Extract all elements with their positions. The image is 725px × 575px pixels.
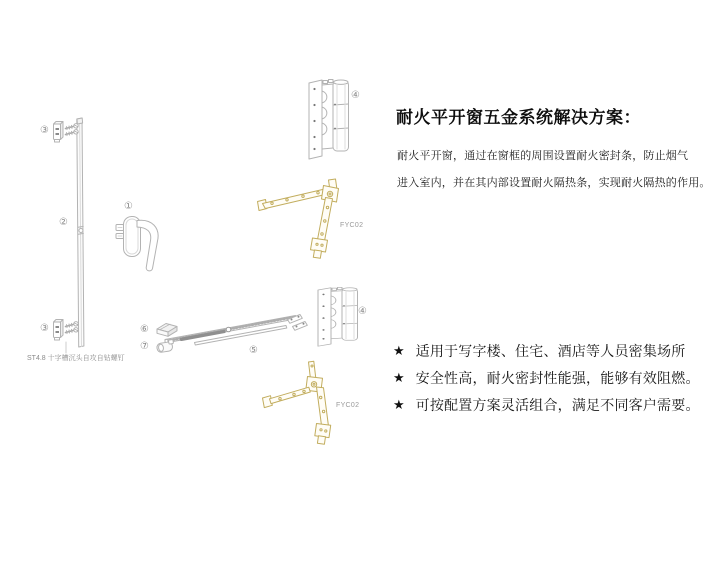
part-label-rod: ② bbox=[59, 217, 68, 228]
feature-text: 可按配置方案灵活组合，满足不同客户需要。 bbox=[415, 397, 700, 413]
feature-text: 安全性高，耐火密封性能强，能够有效阻燃。 bbox=[415, 370, 700, 386]
espagnolette-rod-drawing bbox=[77, 118, 84, 347]
feature-item bbox=[393, 397, 700, 413]
corner-stay-bottom-drawing bbox=[263, 361, 331, 444]
part-label-handle: ① bbox=[124, 201, 133, 212]
hinge-top-drawing bbox=[309, 80, 349, 160]
star-icon: ★ bbox=[393, 397, 405, 412]
part-label-roller-pin: ⑦ bbox=[140, 341, 149, 352]
end-cap-drawing bbox=[157, 324, 177, 337]
star-icon: ★ bbox=[393, 343, 405, 358]
handle-drawing bbox=[116, 217, 158, 271]
lock-keeper-top-drawing bbox=[54, 122, 79, 143]
page-title: 耐火平开窗五金系统解决方案： bbox=[396, 108, 641, 127]
part-label-keeper-top: ③ bbox=[40, 125, 49, 136]
feature-item bbox=[393, 370, 700, 386]
corner-stay-top-drawing bbox=[258, 179, 339, 258]
part-label-hinge-bottom: ④ bbox=[358, 306, 367, 317]
feature-text: 适用于写字楼、住宅、酒店等人员密集场所 bbox=[415, 343, 686, 359]
hinge-bottom-drawing bbox=[318, 287, 358, 346]
feature-list bbox=[393, 343, 700, 424]
lock-keeper-bottom-drawing bbox=[54, 320, 79, 341]
feature-item bbox=[393, 343, 700, 359]
intro-paragraph-line: 耐火平开窗，通过在窗框的周围设置耐火密封条，防止烟气 bbox=[397, 150, 689, 162]
star-icon: ★ bbox=[393, 370, 405, 385]
intro-paragraph-line: 进入室内，并在其内部设置耐火隔热条，实现耐火隔热的作用。 bbox=[397, 177, 711, 189]
corner-stay-top-code: FYC02 bbox=[340, 222, 364, 229]
part-label-hinge-top: ④ bbox=[351, 90, 360, 101]
part-label-friction-stay: ⑤ bbox=[249, 345, 258, 356]
screw-spec-note: ST4.8 十字槽沉头自攻自钻螺钉 bbox=[27, 355, 125, 362]
corner-stay-bottom-code: FYC02 bbox=[336, 402, 360, 409]
part-label-end-block: ⑥ bbox=[140, 324, 149, 335]
intro-paragraph bbox=[397, 143, 711, 197]
part-label-keeper-bottom: ③ bbox=[40, 323, 49, 334]
friction-stay-drawing bbox=[165, 315, 307, 346]
